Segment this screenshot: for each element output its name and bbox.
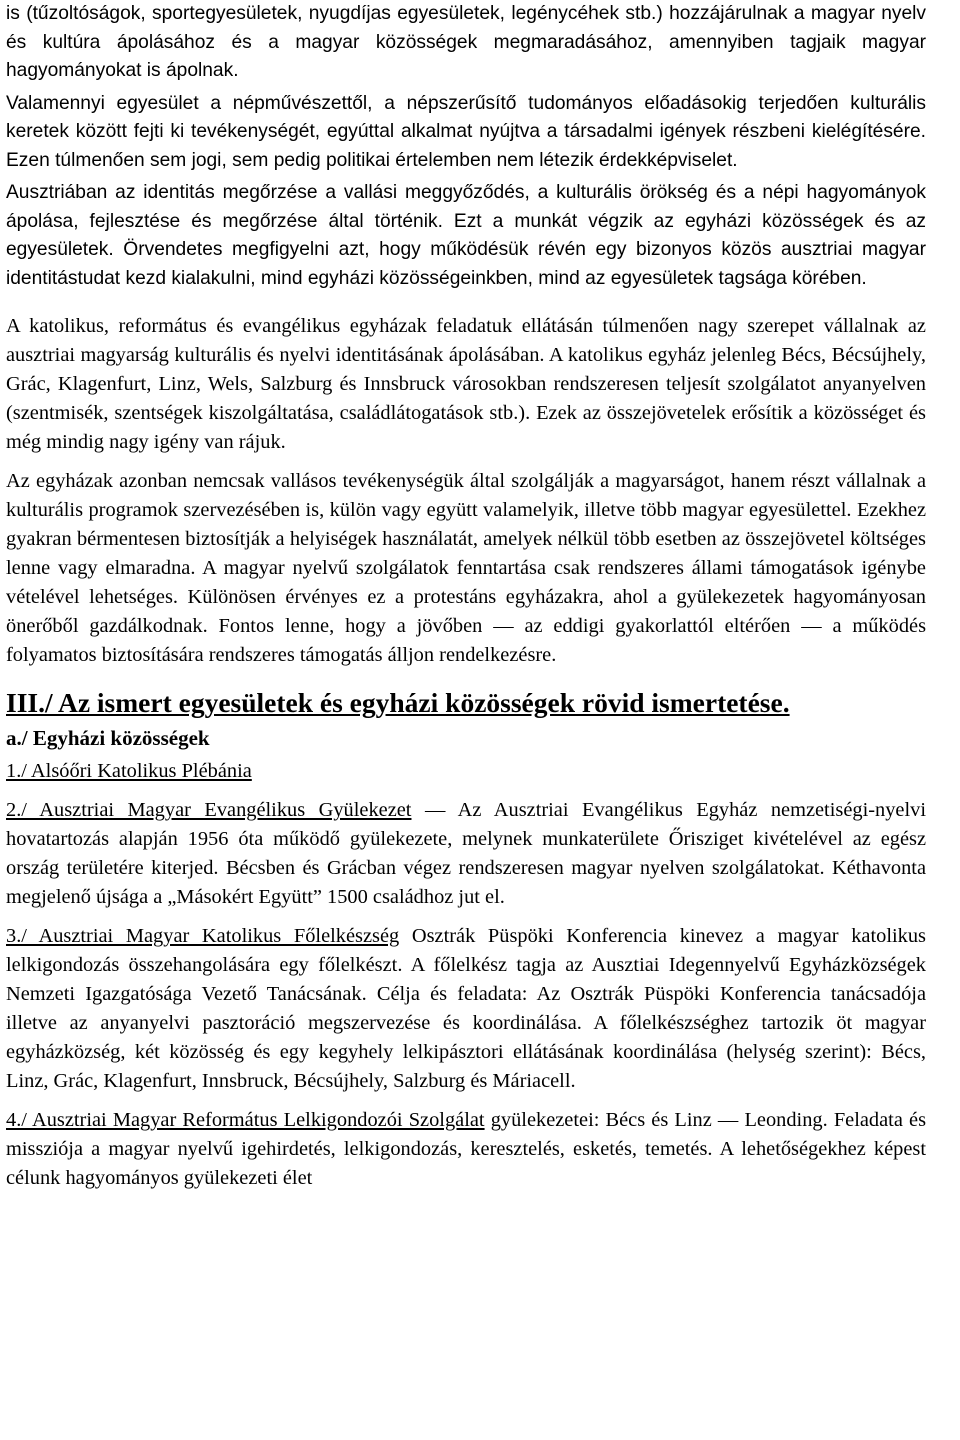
list-item-text: gyülekezetei: Bécs és Linz — Leonding. Feladata és missziója a magyar nyelvű igehirdetés, lelkigondozás, keresztelés, esketés, temetés. A lehetőségekhez képest célunk hagyományos gyülekezeti élet <box>6 1109 926 1189</box>
list-item-text: — Az Ausztriai Evangélikus Egyház nemzetiségi-nyelvi hovatartozás alapján 1956 óta működő gyülekezete, melynek munkaterülete Őrisziget kivételével az egész ország területére kiterjed. Bécsben és Grácban végez rendszeresen magyar nyelven szolgálatokat. Kéthavonta megjelenő újsága a „Másokért Együtt” 1500 családhoz jut el. <box>6 799 926 908</box>
list-item-title: 4./ Ausztriai Magyar Református Lelkigondozói Szolgálat <box>6 1109 485 1131</box>
list-item-reformed <box>6 1106 926 1193</box>
paragraph-associations-activity: Valamennyi egyesület a népművészettől, a népszerűsítő tudományos előadásokig terjedően kulturális keretek között fejti ki tevékenységét, egyúttal alkalmat nyújtva a társadalmi igények részbeni kielégítésére. Ezen túlmenően sem jogi, sem pedig politikai értelemben nem létezik érdekképviselet. <box>6 92 926 171</box>
list-item-title: 1./ Alsóőri Katolikus Plébánia <box>6 760 252 782</box>
paragraph-identity-austria: Ausztriában az identitás megőrzése a vallási meggyőződés, a kulturális örökség és a népi hagyományok ápolása, fejlesztése és megőrzése által történik. Ezt a munkát végzik az egyházi közösségek és az egyesületek. Örvendetes megfigyelni azt, hogy működésük révén egy bizonyos közös ausztriai magyar identitástudat kezd kialakulni, mind egyházi közösségeinkben, mind az egyesületek tagsága körében. <box>6 182 926 289</box>
list-item-title: 2./ Ausztriai Magyar Evangélikus Gyülekezet <box>6 799 412 821</box>
list-item-alsoor <box>6 757 926 786</box>
list-item-text: Osztrák Püspöki Konferencia kinevez a magyar katolikus lelkigondozás összehangolására egy főlelkészt. A főlelkész tagja az Ausztiai Idegennyelvű Egyházközségek Nemzeti Igazgatósága Vezető Tanácsának. Célja és feladata: Az Osztrák Püspöki Konferencia tanácsadója illetve az anyanyelvi pasztoráció megszervezése és koordinálása. A főlelkészséghez tartozik öt magyar egyházközség, két közösség és egy kegyhely lelkipásztori ellátásának koordinálása (helység szerint): Bécs, Linz, Grác, Klagenfurt, Innsbruck, Bécsújhely, Salzburg és Máriacell. <box>6 925 926 1092</box>
paragraph-associations-intro: is (tűzoltóságok, sportegyesületek, nyugdíjas egyesületek, legénycéhek stb.) hozzájárulnak a magyar nyelv és kultúra ápolásához és a magyar közösségek megmaradásához, amennyiben tagjaik magyar hagyományokat is ápolnak. <box>6 3 926 81</box>
list-item-catholic <box>6 922 926 1096</box>
list-item-title: 3./ Ausztriai Magyar Katolikus Főlelkészség <box>6 925 400 947</box>
paragraph-churches-role: A katolikus, református és evangélikus egyházak feladatuk ellátásán túlmenően nagy szerepet vállalnak az ausztriai magyarság kulturális és nyelvi identitásának ápolásában. A katolikus egyház jelenleg Bécs, Bécsújhely, Grác, Klagenfurt, Linz, Wels, Salzburg és Innsbruck városokban rendszeresen teljesít szolgálatot anyanyelven (szentmisék, szentségek kiszolgáltatása, családlátogatások stb.). Ezek az összejövetelek erősítik a közösséget és még mindig nagy igény van rájuk. <box>6 315 926 453</box>
document-page <box>6 0 926 1193</box>
list-item-evangelical <box>6 796 926 912</box>
section-heading: III./ Az ismert egyesületek és egyházi közösségek rövid ismertetése. <box>6 687 790 718</box>
subsection-heading: a./ Egyházi közösségek <box>6 726 210 750</box>
paragraph-churches-support: Az egyházak azonban nemcsak vallásos tevékenységük által szolgálják a magyarságot, hanem részt vállalnak a kulturális programok szervezésében is, külön vagy együtt valamelyik, illetve több magyar egyesülettel. Ezekhez gyakran bérmentesen biztosítják a helyiségek használatát, amelyek nélkül több esetben az összejövetel költséges lenne vagy elmaradna. A magyar nyelvű szolgálatok fenntartása csak rendszeres állami támogatások igénybe vételével lehetséges. Különösen érvényes ez a protestáns egyházakra, ahol a gyülekezetek hagyományosan önerőből gazdálkodnak. Fontos lenne, hogy a jövőben — az eddigi gyakorlattól eltérően — a működés folyamatos biztosítására rendszeres támogatás álljon rendelkezésre. <box>6 470 926 666</box>
